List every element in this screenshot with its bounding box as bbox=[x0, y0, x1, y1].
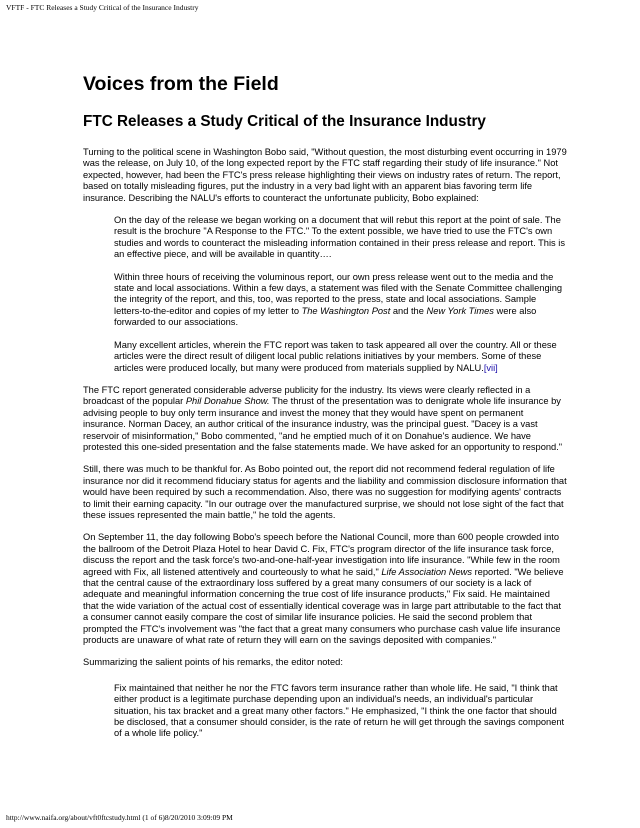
show-title: Phil Donahue Show. bbox=[185, 396, 270, 407]
quote-text: and the bbox=[390, 305, 427, 316]
paragraph-donahue bbox=[83, 385, 567, 453]
blockquote-editor bbox=[83, 683, 567, 740]
quote-text: Within three hours of receiving the voluminous report, our own press release went out to the media and the state and local associations. Within a few days, a statement was filed with the Senate Committee challenging the integrity of the report, and this, too, was reported to the press, state and local associations. Sample letters-to-the-editor and copies of my letter to bbox=[114, 271, 563, 316]
paragraph-intro: Turning to the political scene in Washington Bobo said, "Without question, the most disturbing event occurring in 1979 was the release, on July 10, of the long expected report by the FTC staff regarding their study of life insurance." Not expected, however, had been the FTC's press release highlighting their views on industry rates of return. The report, based on totally misleading figures, put the industry in a very bad light with an apparent bias favoring term life insurance. Describing the NALU's efforts to counteract the unfortunate publicity, Bobo explained: bbox=[83, 147, 567, 203]
quote-paragraph-fix: Fix maintained that neither he nor the FTC favors term insurance rather than whole life. He said, "I think that either product is a legitimate purchase depending upon an individual's needs, an individual's particular situation, his tax bracket and a great many other factors." He emphasized, "I think the one factor that should be disclosed, that a consumer should consider, is the rate of return he will get through the savings component of a whole life policy." bbox=[114, 682, 565, 739]
footnote-link[interactable]: [vii] bbox=[483, 362, 498, 373]
publication-title: New York Times bbox=[426, 305, 494, 316]
body-text: On September 11, the day following Bobo's speech before the National Council, more than 600 people crowded into the ballroom of the Detroit Plaza Hotel to hear David C. Fix, FTC's program director of the life insurance task force, discuss the report and the task force's two-and-one-half-year investigation into life insurance. "While few in the room agreed with Fix, all listened attentively and courteously to what he said," bbox=[83, 532, 560, 577]
body-text: The thrust of the presentation was to denigrate whole life insurance by advising people to buy only term insurance and invest the money that they would have spent on permanent insurance. Norman Dacey, an author critical of the insurance industry, was the principal guest. "Dacey is a vast reservoir of misinformation," Bobo commented, "and he emptied much of it on Donahue's audience. We have protested this one-sided presentation and the false statements made. We have asked for an opportunity to respond." bbox=[83, 396, 563, 452]
print-footer: http://www.naifa.org/about/vft0ftcstudy.html (1 of 6)8/20/2010 3:09:09 PM bbox=[6, 813, 233, 822]
quote-text: Many excellent articles, wherein the FTC report was taken to task appeared all over the country. All or these articles were the direct result of diligent local public relations initiatives by your members. Some of these articles were produced locally, but many were produced from materials supplied by NALU. bbox=[114, 339, 557, 373]
quote-paragraph-press-release bbox=[114, 272, 567, 329]
print-header: VFTF - FTC Releases a Study Critical of the Insurance Industry bbox=[6, 3, 199, 12]
paragraph-fix-speech bbox=[83, 532, 567, 646]
quote-paragraph-rebuttal: On the day of the release we began working on a document that will rebut this report at the point of sale. The result is the brochure "A Response to the FTC." To the extent possible, we have tried to use the FTC's own studies and words to counteract the misleading information contained in their press release and report. This is an effective piece, and will be available in quantity…. bbox=[114, 215, 565, 260]
body-text: The FTC report generated considerable adverse publicity for the industry. Its views were clearly reflected in a broadcast of the popular bbox=[83, 384, 531, 407]
article-subtitle: FTC Releases a Study Critical of the Insurance Industry bbox=[83, 113, 486, 130]
article bbox=[83, 72, 567, 740]
paragraph-thankful: Still, there was much to be thankful for. As Bobo pointed out, the report did not recommend federal regulation of life insurance nor did it recommend fiduciary status for agents and the liability and commission disclosure information that would have been required by such a recommendation. Also, there was no suggestion for modifying agents' contracts to limit their earning capacity. "In our outrage over the manufactured surprise, we should not lose sight of the fact that these issues represented the main battle," he told the agents. bbox=[83, 464, 567, 520]
body-text: reported. "We believe that the central cause of the extraordinary loss suffered by a great many consumers of our society is a lack of adequate and meaningful information concerning the true cost of life insurance products," Fix said. He maintained that the wide variation of the actual cost of essentially identical coverage was in large part attributable to the fact that a consumer cannot easily compare the cost of similar life insurance policies. He said the second problem that prompted the FTC's involvement was "the fact that a great many consumers who purchase cash value life insurance products are unaware of what rate of return they will earn on the savings deposited with companies." bbox=[83, 566, 564, 646]
page-title: Voices from the Field bbox=[83, 73, 279, 95]
quote-text: were also forwarded to our associations. bbox=[114, 305, 537, 328]
blockquote-bobo bbox=[83, 215, 567, 374]
paragraph-summary-intro: Summarizing the salient points of his remarks, the editor noted: bbox=[83, 657, 343, 668]
publication-title: Life Association News bbox=[381, 566, 472, 577]
quote-paragraph-articles bbox=[114, 340, 567, 374]
publication-title: The Washington Post bbox=[301, 305, 391, 316]
